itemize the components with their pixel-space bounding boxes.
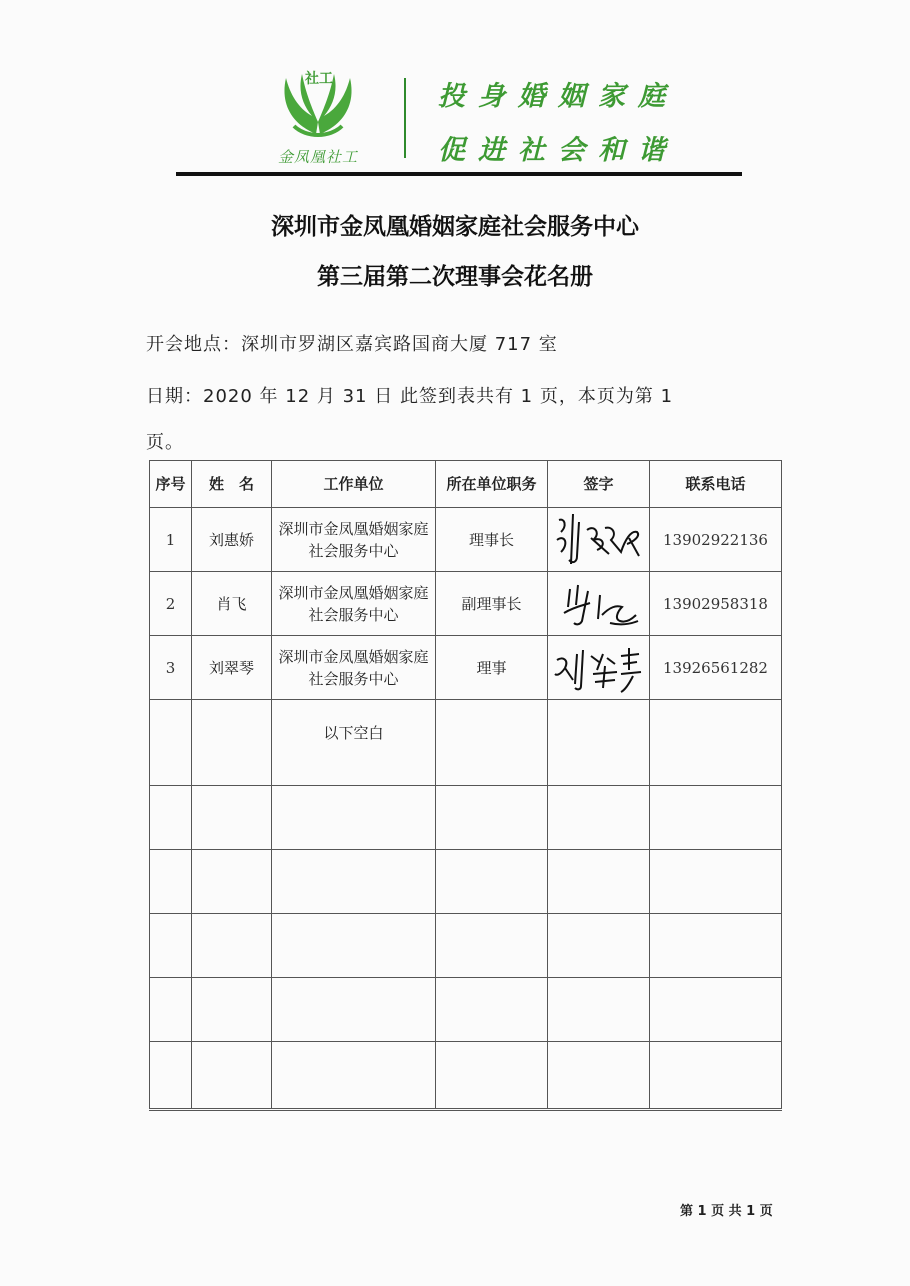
row-unit: 深圳市金凤凰婚姻家庭社会服务中心: [272, 508, 436, 572]
table-row: [150, 786, 782, 850]
slogan-line-1: 投身婚姻家庭: [438, 81, 678, 112]
document-title: 第三届第二次理事会花名册: [317, 264, 593, 290]
org-logo: [258, 64, 378, 174]
header-seq: 序号: [150, 461, 192, 508]
header-divider: [404, 78, 406, 158]
table-row: [150, 700, 782, 786]
row-unit: 深圳市金凤凰婚姻家庭社会服务中心: [272, 636, 436, 700]
meeting-date: 日期：2020 年 12 月 31 日 此签到表共有 1 页，本页为第 1: [146, 386, 674, 407]
handwritten-signature-3: [551, 640, 647, 696]
roster-table: [149, 460, 782, 1111]
logo-name: 金凤凰社工: [277, 148, 358, 166]
row-name: 刘惠娇: [192, 508, 272, 572]
table-row: [150, 636, 782, 700]
table-row: [150, 978, 782, 1042]
row-seq: 1: [150, 508, 192, 572]
row-role: 副理事长: [436, 572, 548, 636]
handwritten-signature-1: [551, 510, 647, 570]
blank-note: 以下空白: [272, 700, 436, 786]
row-phone: 13902922136: [650, 508, 782, 572]
header-name: 姓 名: [192, 461, 272, 508]
org-title: 深圳市金凤凰婚姻家庭社会服务中心: [271, 214, 639, 240]
row-role: 理事: [436, 636, 548, 700]
row-phone: 13926561282: [650, 636, 782, 700]
table-row: [150, 1042, 782, 1110]
row-signature: [548, 636, 650, 700]
page-number: 第 1 页 共 1 页: [680, 1204, 773, 1219]
table-row: [150, 850, 782, 914]
header-unit: 工作单位: [272, 461, 436, 508]
table-row: [150, 914, 782, 978]
table-header-row: [150, 461, 782, 508]
handwritten-signature-2: [554, 577, 644, 631]
row-seq: 3: [150, 636, 192, 700]
row-seq: 2: [150, 572, 192, 636]
table-row: [150, 572, 782, 636]
row-name: 刘翠琴: [192, 636, 272, 700]
header-rule: [176, 172, 742, 176]
meeting-date-continued: 页。: [146, 432, 184, 453]
header-phone: 联系电话: [650, 461, 782, 508]
row-signature: [548, 572, 650, 636]
header-role: 所在单位职务: [436, 461, 548, 508]
slogan-line-2: 促进社会和谐: [438, 135, 678, 166]
meeting-venue: 开会地点：深圳市罗湖区嘉宾路国商大厦 717 室: [146, 334, 558, 355]
row-phone: 13902958318: [650, 572, 782, 636]
row-role: 理事长: [436, 508, 548, 572]
logo-badge-text: 社工: [305, 71, 333, 87]
table-row: [150, 508, 782, 572]
row-name: 肖飞: [192, 572, 272, 636]
header-signature: 签字: [548, 461, 650, 508]
row-unit: 深圳市金凤凰婚姻家庭社会服务中心: [272, 572, 436, 636]
row-signature: [548, 508, 650, 572]
